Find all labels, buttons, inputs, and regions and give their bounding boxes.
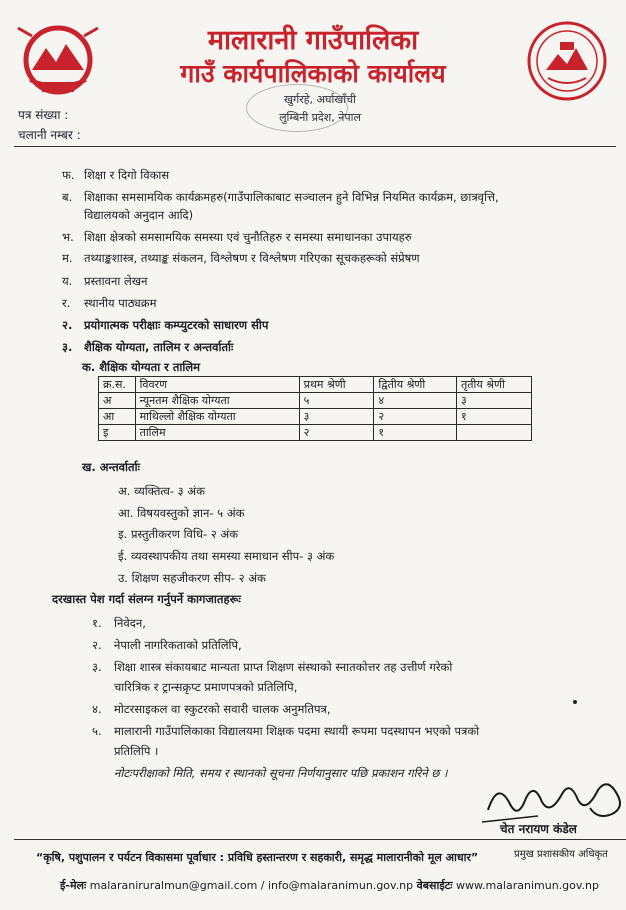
table-cell: ४ [374,393,457,409]
list-item: फ. शिक्षा र दिगो विकास [62,168,170,182]
footer-slogan: “कृषि, पशुपालन र पर्यटन विकासमा पूर्वाधार : प्रविधि हस्तान्तरण र सहकारी, समृद्ध मालारानीको मूल आधार” [36,851,479,864]
list-item: र. स्थानीय पाठ्यक्रम [62,296,157,310]
interview-criterion: ई. व्यवस्थापकीय तथा समस्या समाधान सीप- ३ अंक [118,549,335,563]
ink-dot [573,700,577,704]
interview-criterion: इ. प्रस्तुतीकरण विधि- २ अंक [118,527,239,541]
municipality-logo-icon [524,18,610,104]
table-cell: अ [99,393,136,409]
dispatch-number-label: चलानी नम्बर : [18,128,81,142]
subsection-qualification-training: क. शैक्षिक योग्यता र तालिम [82,360,201,374]
table-row [99,393,532,409]
table-cell: ५ [299,393,374,409]
table-cell: २ [374,409,457,425]
footer-divider [14,839,626,840]
table-cell: आ [99,409,136,425]
document-item: ३. शिक्षा शास्त्र संकायबाट मान्यता प्राप्त शिक्षण संस्थाको स्नातकोत्तर तह उत्तीर्ण गरेको [92,660,453,674]
table-cell: ३ [456,393,531,409]
table-cell: १ [374,425,457,441]
table-cell: तालिम [135,425,299,441]
signatory-title: प्रमुख प्रशासकीय अधिकृत [514,849,608,860]
interview-criterion: अ. व्यक्तित्व- ३ अंक [118,484,205,498]
table-header-cell: क्र.स. [99,377,136,393]
table-cell: २ [299,425,374,441]
document-item: १. निवेदन, [92,616,146,630]
address-line2: लुम्बिनी प्रदेश, नेपाल [279,111,361,124]
qualification-table [98,376,532,441]
table-row [99,409,532,425]
list-item: म. तथ्याङ्कशास्त्र, तथ्याङ्क संकलन, विश्लेषण र विश्लेषण गरिएका सूचकहरूको संप्रेषण [62,251,420,265]
documents-heading: दरखास्त पेश गर्दा संलग्न गर्नुपर्ने कागजातहरूः [52,592,241,606]
document-item-continuation: प्रतिलिपि । [114,744,159,758]
signatory-name: चेत नरायण कंडेल [500,822,577,836]
interview-criterion: आ. विषयवस्तुको ज्ञान- ५ अंक [118,506,245,520]
table-header-cell: तृतीय श्रेणी [456,377,531,393]
table-header-row [99,377,532,393]
list-item: य. प्रस्तावना लेखन [62,274,148,288]
table-header-cell: विवरण [135,377,299,393]
list-item: भ. शिक्षा क्षेत्रको समसामयिक समस्या एवं चुनौतिहरु र समस्या समाधानका उपायहरु [62,230,412,244]
document-item: २. नेपाली नागरिकताको प्रतिलिपि, [92,638,242,652]
table-cell: माथिल्लो शैक्षिक योग्यता [135,409,299,425]
table-header-cell: प्रथम श्रेणी [299,377,374,393]
footer-contact [60,878,599,893]
table-cell [456,425,531,441]
reference-number-label: पत्र संख्या : [18,108,69,122]
office-title-line2: गाउँ कार्यपालिकाको कार्यालय [180,59,446,88]
table-cell: ३ [299,409,374,425]
website-address: www.malaranimun.gov.np [456,879,599,892]
list-item: ब. शिक्षाका समसामयिक कार्यक्रमहरु(गाउँपालिकाबाट सञ्चालन हुने विभिन्न नियमित कार्यक्रम, छात्रवृत्ति, [62,190,499,204]
table-cell: न्यूनतम शैक्षिक योग्यता [135,393,299,409]
section-qualification-interview: ३. शैक्षिक योग्यता, तालिम र अन्तर्वार्ताः [62,340,234,354]
interview-criterion: उ. शिक्षण सहजीकरण सीप- २ अंक [118,571,266,585]
website-label: वेबसाईटः [416,879,453,892]
subsection-interview: ख. अन्तर्वार्ताः [82,460,140,474]
note-text: नोटःपरीक्षाको मिति, समय र स्थानको सूचना निर्णयानुसार पछि प्रकाशन गरिने छ । [114,766,448,780]
office-title-line1: मालारानी गाउँपालिका [207,25,419,56]
address-line1: खुर्गरहे, अर्घाखाँची [284,93,356,106]
list-item-continuation: विद्यालयको अनुदान आदि) [84,208,194,222]
letterhead [0,0,626,150]
header-divider [14,146,616,147]
email-label: ई-मेलः [60,879,87,892]
table-row [99,425,532,441]
document-item-continuation: चारित्रिक र ट्रान्सक्रृप्ट प्रमाणपत्रको प्रतिलिपि, [114,680,298,694]
document-item: ४. मोटरसाइकल वा स्कुटरको सवारी चालक अनुमतिपत्र, [92,702,331,716]
email-addresses: malaraniruralmun@gmail.com / info@malaranimun.gov.np [89,879,414,892]
table-cell: इ [99,425,136,441]
section-practical-exam: २. प्रयोगात्मक परीक्षाः कम्प्युटरको साधारण सीप [62,318,269,332]
document-item: ५. मालारानी गाउँपालिकाका विद्यालयमा शिक्षक पदमा स्थायी रूपमा पदस्थापन भएको पत्रको [92,724,480,738]
table-cell: १ [456,409,531,425]
table-header-cell: द्वितीय श्रेणी [374,377,457,393]
